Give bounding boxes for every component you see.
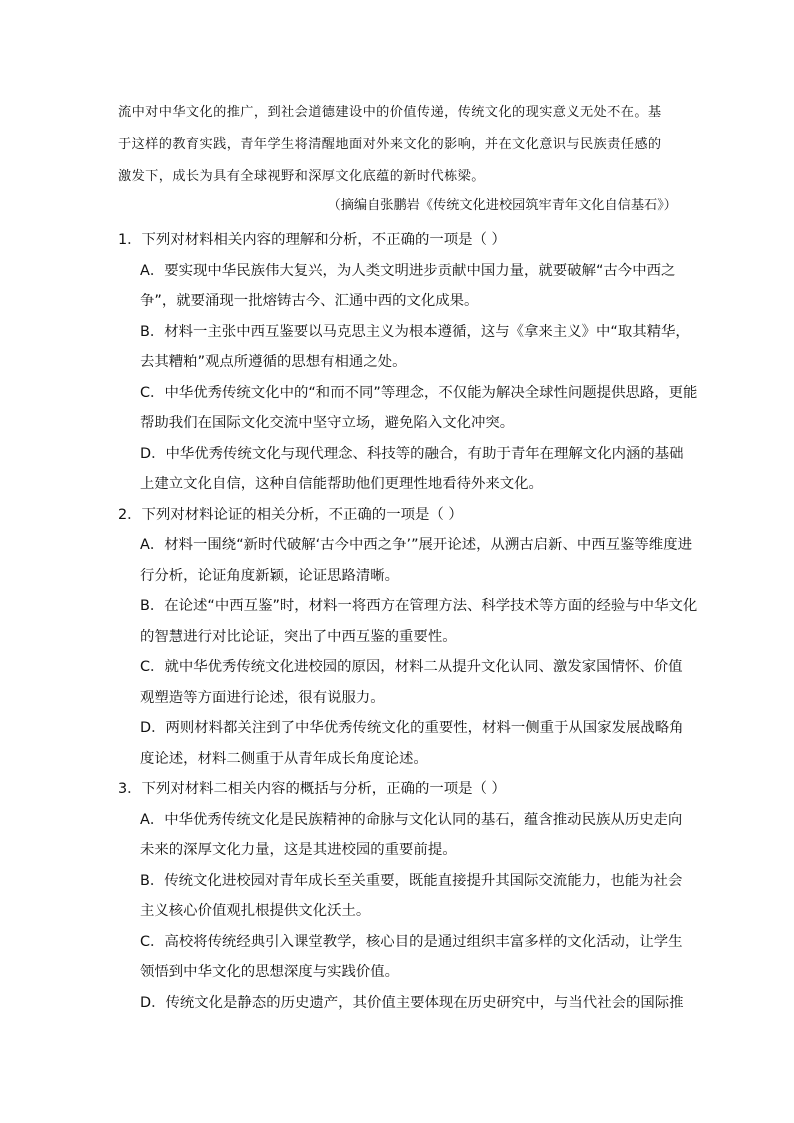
option-text: 行分析，论证角度新颖，论证思路清晰。 — [140, 567, 400, 584]
question-1 — [118, 225, 698, 500]
option-a[interactable] — [118, 805, 683, 866]
option-text: A．中华优秀传统文化是民族精神的命脉与文化认同的基石，蕴含推动民族从历史走向 — [140, 811, 683, 828]
option-d[interactable] — [118, 439, 684, 500]
option-b[interactable] — [118, 317, 690, 378]
option-c[interactable] — [118, 378, 698, 439]
passage-excerpt — [118, 97, 678, 193]
question-3 — [118, 774, 684, 1018]
option-text: C．中华优秀传统文化中的“和而不同”等理念，不仅能为解决全球性问题提供思路，更能 — [140, 384, 698, 401]
option-text: B．材料一主张中西互鉴要以马克思主义为根本遵循，这与《拿来主义》中“取其精华， — [140, 323, 690, 340]
option-text: 领悟到中华文化的思想深度与实践价值。 — [140, 964, 400, 980]
option-text: 上建立文化自信，这种自信能帮助他们更理性地看待外来文化。 — [140, 476, 543, 492]
option-a[interactable] — [118, 256, 678, 317]
option-text: C．高校将传统经典引入课堂教学，核心目的是通过组织丰富多样的文化活动，让学生 — [140, 933, 683, 950]
option-text: 帮助我们在国际文化交流中坚守立场，避免陷入文化冲突。 — [140, 415, 515, 431]
option-text: A．要实现中华民族伟大复兴，为人类文明进步贡献中国力量，就要破解“古今中西之 — [140, 262, 676, 279]
option-c[interactable] — [118, 652, 683, 713]
question-2 — [118, 500, 698, 775]
option-text: 主义核心价值观扎根提供文化沃土。 — [140, 903, 371, 919]
option-text: 的智慧进行对比论证，突出了中西互鉴的重要性。 — [140, 628, 457, 645]
option-text: D．传统文化是静态的历史遗产，其价值主要体现在历史研究中，与当代社会的国际推 — [140, 994, 684, 1011]
question-stem: 3．下列对材料二相关内容的概括与分析，正确的一项是（ ） — [118, 781, 506, 797]
option-text: A．材料一围绕“新时代破解‘古今中西之争’”展开论述，从溯古启新、中西互鉴等维度进 — [140, 537, 692, 553]
option-a[interactable] — [118, 530, 692, 591]
option-text: 观塑造等方面进行论述，很有说服力。 — [140, 689, 385, 706]
option-text: D．中华优秀传统文化与现代理念、科技等的融合，有助于青年在理解文化内涵的基础 — [140, 445, 684, 462]
passage-line: 流中对中华文化的推广，到社会道德建设中的价值传递，传统文化的现实意义无处不在。基 — [118, 105, 662, 120]
question-stem: 1．下列对材料相关内容的理解和分析，不正确的一项是（ ） — [118, 232, 506, 248]
option-text: B．在论述“中西互鉴”时，材料一将西方在管理方法、科学技术等方面的经验与中华文化 — [140, 598, 698, 614]
option-text: 争”，就要涌现一批熔铸古今、汇通中西的文化成果。 — [140, 293, 479, 309]
option-text: 度论述，材料二侧重于从青年成长角度论述。 — [140, 750, 428, 767]
option-d[interactable] — [118, 988, 684, 1019]
option-text: 去其糟粕”观点所遵循的思想有相通之处。 — [140, 354, 407, 370]
passage-line: 激发下，成长为具有全球视野和深厚文化底蕴的新时代栋梁。 — [118, 169, 485, 184]
question-list — [118, 225, 698, 1018]
option-b[interactable] — [118, 866, 683, 927]
option-text: B．传统文化进校园对青年成长至关重要，既能直接提升其国际交流能力，也能为社会 — [140, 872, 683, 889]
option-text: C．就中华优秀传统文化进校园的原因，材料二从提升文化认同、激发家国情怀、价值 — [140, 659, 683, 675]
passage-line: 于这样的教育实践，青年学生将清醒地面对外来文化的影响，并在文化意识与民族责任感的 — [118, 137, 662, 152]
option-text: 未来的深厚文化力量，这是其进校园的重要前提。 — [140, 842, 457, 858]
passage-source-citation: （摘编自张鹏岩《传统文化进校园筑牢青年文化自信基石》） — [327, 198, 677, 213]
option-d[interactable] — [118, 713, 684, 774]
question-stem: 2．下列对材料论证的相关分析，不正确的一项是（ ） — [118, 506, 463, 523]
option-b[interactable] — [118, 591, 698, 652]
option-text: D．两则材料都关注到了中华优秀传统文化的重要性，材料一侧重于从国家发展战略角 — [140, 720, 684, 736]
option-c[interactable] — [118, 927, 683, 988]
